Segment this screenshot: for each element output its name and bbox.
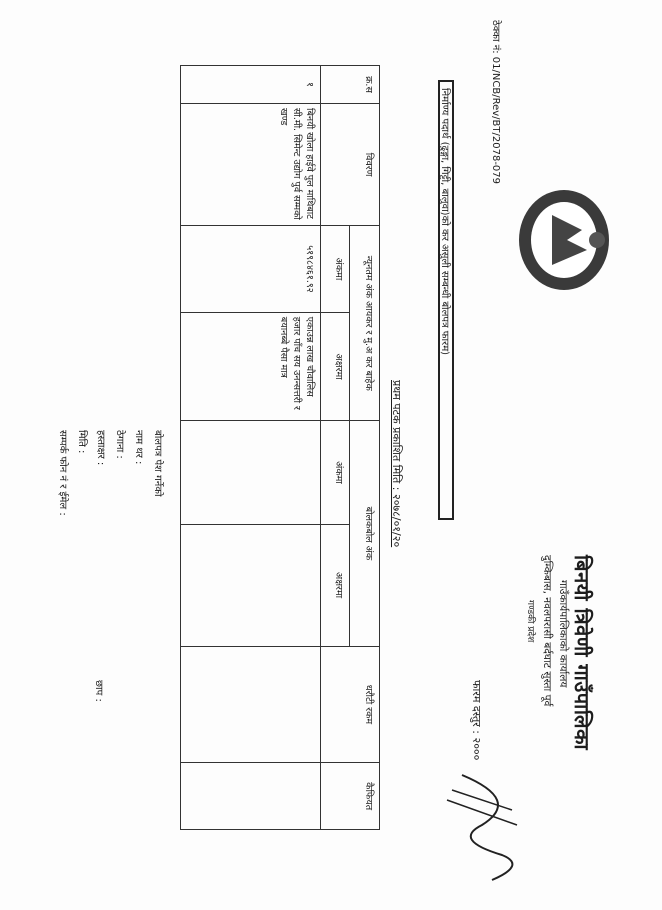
row-bid-figures[interactable] <box>181 421 321 524</box>
form-title: निर्माण्य पदार्थ (ढुङ्गा, गिट्टी, बालुवा)को कर असुली सम्बन्धी बोलपत्र फारम) <box>438 80 454 520</box>
form-fee: फारम दस्तुर : २००० <box>470 680 483 761</box>
office-subtitle: गाउँकार्यपालिकाको कार्यालय <box>557 580 569 688</box>
header-remarks: कैफियत <box>321 763 380 830</box>
header-bid-figures: अंकमा <box>321 421 351 524</box>
row-min-figures: ५१९८४६१.९२ <box>181 226 321 313</box>
header-in-words: अक्षरमा <box>321 312 351 421</box>
header-bid-words: अक्षरमा <box>321 524 351 646</box>
header-sn: क्र.स <box>321 66 380 104</box>
table-row <box>181 66 321 830</box>
bidder-details <box>53 430 167 590</box>
header-min-amount: न्यूनतम अंक आयकर र मु.अ कर बाहेक <box>350 226 380 421</box>
row-bid-words[interactable] <box>181 524 321 646</box>
row-sn: १ <box>181 66 321 104</box>
header-description: विवरण <box>321 104 380 226</box>
government-emblem-icon <box>512 180 622 300</box>
bidder-name-field: नाम थर : <box>133 430 144 465</box>
office-name: बिनयी त्रिवेणी गाउँपालिका <box>570 555 594 751</box>
bidder-heading: बोलपत्र पेश गर्नेको <box>152 430 163 497</box>
office-province: गण्डकी प्रदेश <box>525 600 535 643</box>
row-deposit[interactable] <box>181 646 321 763</box>
tender-reference: ठेक्का नं: 01/NCB/Rev/BT/2078-079 <box>490 20 501 185</box>
header-bid-amount: बोलकबोल अंक <box>350 421 380 646</box>
bidder-contact-field: सम्पर्क फोन नं र ईमेल : <box>57 430 68 516</box>
bidder-address-field: ठेगाना : <box>114 430 125 459</box>
row-description: बिनयी खोला हाईवे पुल माथिबाट सी.मी. सिमेन्ट उद्योग पुर्व सम्मको खण्ड <box>181 104 321 226</box>
bidder-date-field: मिति : <box>76 430 87 454</box>
published-date: प्रथम पटक प्रकाशित मिति : २०७८/०१/२० <box>390 380 403 548</box>
header-deposit: धरौटी रकम <box>321 646 380 763</box>
bid-table <box>180 65 380 830</box>
office-address: दुम्किबास, नवलपरासी बर्दघाट सुस्ता पूर्व <box>541 555 553 707</box>
header-in-figures: अंकमा <box>321 226 351 313</box>
stamp-label: छाप : <box>93 680 104 702</box>
handwritten-signature <box>442 770 542 890</box>
bidder-signature-field: हस्ताक्षर : <box>95 430 106 466</box>
row-remarks[interactable] <box>181 763 321 830</box>
row-min-words: एकाउन्न लाख चौवालिस हजार पाँच सय उनन्सत्तरी र बयानब्बे पैसा मात्र <box>181 312 321 421</box>
